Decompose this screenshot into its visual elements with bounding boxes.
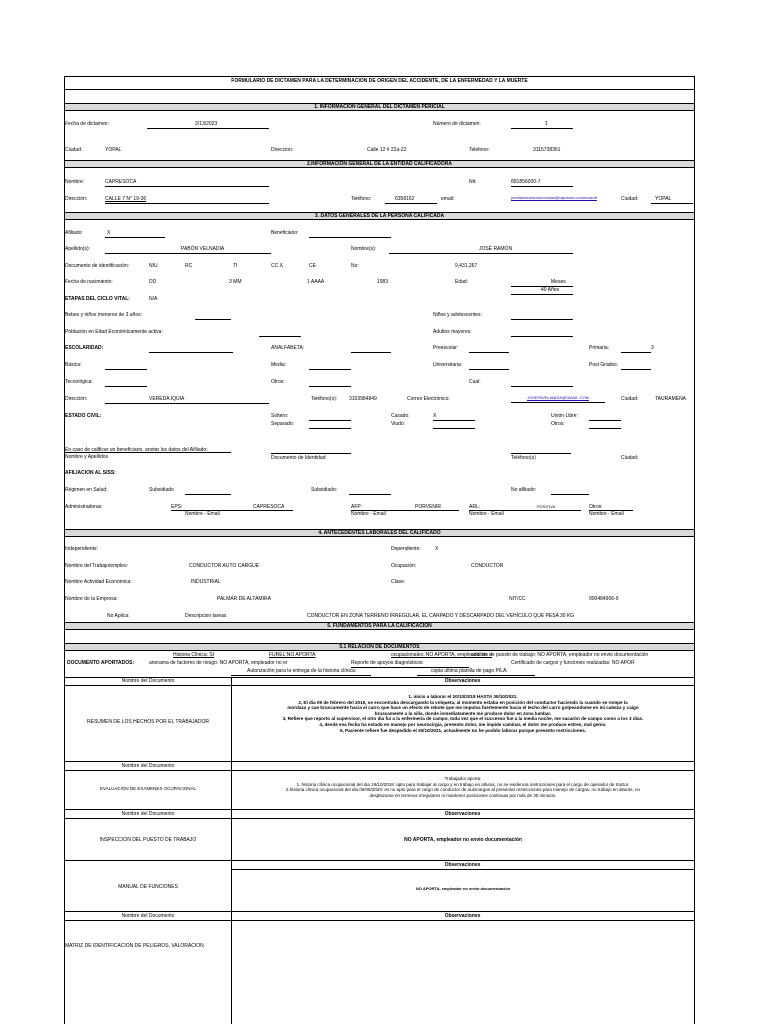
manual-value: NO APORTA, empleador no envio documentación bbox=[415, 886, 511, 891]
regimen-label: Régimen en Salud: bbox=[65, 487, 108, 493]
postgrado-label: Post Grados: bbox=[589, 362, 619, 368]
no-label: No: bbox=[351, 263, 359, 269]
doc-ce: CE bbox=[309, 263, 316, 269]
empresa-value: PALMAR DE ALTAMIRA bbox=[217, 596, 271, 602]
adultos-label: Adultos mayores: bbox=[433, 329, 472, 335]
descripcion-label: Descripcion tareas bbox=[185, 613, 227, 619]
col-observaciones: Observaciones bbox=[444, 811, 481, 817]
direccion-value: Calle 12 # 22a-22 bbox=[367, 147, 407, 153]
underline bbox=[195, 319, 231, 320]
arl-value: POSITIVA bbox=[537, 504, 556, 509]
underline bbox=[231, 675, 371, 676]
nit-label: Nit: bbox=[469, 179, 477, 185]
persona-telefono-value: 3103984849 bbox=[349, 396, 377, 402]
underline bbox=[185, 494, 231, 495]
nacimiento-label: Fecha de nacimiento: bbox=[65, 279, 113, 285]
eps-nombre-email: Nombre - Email bbox=[185, 511, 220, 517]
underline bbox=[511, 186, 573, 187]
nitcc-value: 900484906-9 bbox=[589, 596, 619, 602]
dependiente-value: X bbox=[435, 546, 439, 552]
underline bbox=[149, 352, 233, 353]
underline bbox=[105, 369, 147, 370]
entidad-direccion-value: CALLE 7 N° 19-36 bbox=[105, 196, 147, 202]
beneficiario-label: Beneficiario: bbox=[271, 230, 299, 236]
soltero-label: Soltero: bbox=[271, 413, 289, 419]
divider bbox=[65, 809, 694, 810]
underline bbox=[511, 319, 573, 320]
universitaria-label: Universitaria: bbox=[433, 362, 463, 368]
trabajo-label: Nombre del Trabajo/empleo: bbox=[65, 563, 129, 569]
nombres-value: JOSÉ RAMON bbox=[479, 246, 513, 252]
underline bbox=[105, 403, 269, 404]
documento-label: Documento de identificación: bbox=[65, 263, 130, 269]
resumen-line: mordaza y cae bruscamente hacia el carro que hace un efecto de rebote que me impulsa fuertemente hacia el techo del carro golpeandome en mi cabeza y caigo bbox=[287, 705, 639, 711]
underline bbox=[621, 369, 651, 370]
viudo-label: Viudo: bbox=[391, 421, 406, 427]
col-nombre-documento: Nombre del Documento bbox=[121, 678, 175, 684]
basica-label: Básica: bbox=[65, 362, 82, 368]
analfabeta-label: ANALFABETA: bbox=[271, 345, 305, 351]
apellidos-value: PABÓN VELNADIA bbox=[181, 246, 225, 252]
direccion-label: Direccion: bbox=[271, 147, 294, 153]
independiente-label: Independiente: bbox=[65, 546, 99, 552]
primaria-label: Primaria: bbox=[589, 345, 610, 351]
col-nombre-documento: Nombre del Documento bbox=[121, 763, 175, 769]
underline bbox=[511, 453, 571, 454]
escolaridad-label: ESCOLARIDAD: bbox=[65, 345, 104, 351]
apellidos-label: Apellido(s): bbox=[65, 246, 91, 252]
entidad-ciudad-value: YOPAL bbox=[655, 196, 672, 202]
underline bbox=[349, 494, 391, 495]
underline bbox=[105, 253, 271, 254]
dependiente-label: Dependiente: bbox=[391, 546, 421, 552]
historia-clinica: Historia Clínica: SI bbox=[173, 652, 215, 658]
otros-label: Otros: bbox=[271, 379, 285, 385]
edad-anios: 40 Años bbox=[541, 287, 560, 293]
analisis-puesto: análisis de puesto de trabajo: NO APORTA, empleador no envio documentación bbox=[471, 652, 649, 658]
underline bbox=[309, 386, 351, 387]
no-afiliado-label: No afiliado: bbox=[511, 487, 537, 493]
furel: FUREL:NO APORTA bbox=[269, 652, 316, 658]
resumen-line: 1. inicio a laborar el 20/10/2018 HASTA 30/10/2021. bbox=[408, 694, 518, 699]
evaluacion-line: 2.historia clínica ocupacional del dia 06/06/2020: es no apto para el cargo de conductor de autocargue al presentar restricciones para manejo de cargas, no trabajo en alturas, no bbox=[286, 787, 640, 792]
underline bbox=[511, 336, 573, 337]
subsidiado-label: Subsidiado: bbox=[311, 487, 338, 493]
underline bbox=[433, 420, 475, 421]
underline bbox=[105, 386, 147, 387]
telefono-afiliado-label: Teléfono(s) bbox=[511, 455, 536, 461]
trabajo-value: CONDUCTOR AUTO CARGUE bbox=[189, 563, 260, 569]
underline bbox=[389, 253, 573, 254]
matriz-label: MATRIZ DE IDENTIFICACION DE PELIGROS, VALORACION bbox=[65, 943, 204, 949]
doc-rc: RC bbox=[185, 263, 193, 269]
etapas-value: N/A bbox=[149, 296, 158, 302]
no-aplica-label: No Aplica: bbox=[107, 613, 130, 619]
separado-label: Separado: bbox=[271, 421, 295, 427]
telefono-value: 3115738361 bbox=[533, 147, 561, 153]
underline bbox=[309, 420, 351, 421]
divider bbox=[65, 761, 694, 762]
siss-label: AFILIACION AL SISS: bbox=[65, 470, 116, 476]
resumen-line: bruscamente a la silla, donde inmediatamente me produce dolor en zona lumbar. bbox=[374, 710, 552, 716]
section-1-header: 1. INFORMACIÓN GENERAL DEL DICTAMEN PERICIAL bbox=[65, 103, 694, 111]
correo-link[interactable]: JOSEPAVELANDIA@GMAIL.COM bbox=[527, 395, 589, 400]
col-nombre-documento: Nombre del Documento bbox=[121, 811, 175, 817]
persona-direccion-label: Dirección: bbox=[65, 396, 88, 402]
underline bbox=[417, 675, 535, 676]
afiliado-value: X bbox=[107, 230, 111, 236]
form-frame bbox=[64, 76, 695, 1024]
union-label: Unión Libre: bbox=[551, 413, 578, 419]
divider bbox=[65, 860, 694, 861]
divider bbox=[65, 685, 694, 686]
underline bbox=[469, 369, 509, 370]
beneficiario-note: En caso de calificar un beneficiario, anotar los datos del Afiliado: bbox=[65, 447, 208, 453]
col-observaciones: Observaciones bbox=[444, 913, 481, 919]
edad-label: Edad: bbox=[455, 279, 469, 285]
afp-value: PORVENIR bbox=[415, 504, 442, 510]
correo-label: Correo Electrónico: bbox=[407, 396, 450, 402]
underline bbox=[589, 428, 621, 429]
underline bbox=[65, 452, 231, 453]
underline bbox=[511, 294, 573, 295]
regimen-value: Subsidiado bbox=[149, 487, 174, 493]
ciudad-value: YOPAL bbox=[105, 147, 122, 153]
underline bbox=[621, 352, 651, 353]
otros-nombre-email: Nombre - Email bbox=[589, 511, 624, 517]
col-observaciones: Observaciones bbox=[444, 678, 481, 684]
section-4-header: 4. ANTECEDENTES LABORALES DEL CALIFICADO bbox=[65, 529, 694, 537]
resumen-line: 4, desde esa fecha ha estado en manejo por neurocirgia, presento dolor, me impide caminar, el dolor me produce estres, mal genio. bbox=[319, 721, 607, 727]
nacimiento-anio: 1983 bbox=[377, 279, 389, 285]
entidad-nombre-label: Nombre: bbox=[65, 179, 85, 185]
divider bbox=[65, 911, 694, 912]
manual-label: MANUAL DE FUNCIONES bbox=[118, 884, 178, 890]
primaria-value: 3 bbox=[651, 345, 654, 351]
underline bbox=[105, 186, 269, 187]
form-title: FORMULARIO DE DICTAMEN PARA LA DETERMINACION DE ORIGEN DEL ACCIDENTE, DE LA ENFERMEDAD Y LA MUERTE bbox=[231, 78, 528, 84]
empresa-label: Nombre de la Empresa: bbox=[65, 596, 118, 602]
inspeccion-label: INSPECCION DEL PUESTO DE TRABAJO bbox=[99, 837, 197, 843]
afp-label: AFP: bbox=[351, 504, 363, 510]
otros-admin-label: Otros: bbox=[589, 504, 603, 510]
underline bbox=[271, 453, 351, 454]
nit-value: 891856000-7 bbox=[511, 179, 541, 185]
entidad-telefono-value: 6358162 bbox=[395, 196, 415, 202]
ninos-label: Niños y adolescentes: bbox=[433, 312, 482, 318]
underline bbox=[589, 420, 621, 421]
ocupacion-label: Ocupación: bbox=[391, 563, 417, 569]
fecha-label: Fecha de dictamen: bbox=[65, 121, 109, 127]
underline bbox=[511, 402, 605, 403]
bebes-label: Bebes y niños menores de 3 años: bbox=[65, 312, 142, 318]
persona-direccion-value: VEREDA IQUIA bbox=[149, 396, 185, 402]
divider bbox=[65, 920, 694, 921]
casado-value: X bbox=[433, 413, 437, 419]
afiliado-label: Afiliado: bbox=[65, 230, 83, 236]
section-3-header: 3. DATOS GENERALES DE LA PERSONA CALIFICADA bbox=[65, 212, 694, 220]
resumen-line: 2, El dia 09 de febrero del 2019, se encontraba descargando la volqueta, al momento estaba en posición del conductor haciendo la cuando se rompe la bbox=[298, 699, 628, 705]
inspeccion-value: NO APORTA, empleador no envio documentación bbox=[404, 837, 522, 843]
evaluacion-label: EVALUACIÓN DE EXAMENES OCUPACIONAL bbox=[99, 786, 197, 791]
clase-label: Clase: bbox=[391, 579, 406, 585]
ocupacion-value: CONDUCTOR bbox=[471, 563, 504, 569]
telefono-label: Telefono: bbox=[469, 147, 490, 153]
nacimiento-dd: DD bbox=[149, 279, 157, 285]
copia-pila: copia ultima planilla de pago PILA: bbox=[431, 668, 508, 674]
evaluacion-line: desplazarse en terrenos irregulares ni mantener posiciones continuas por más de 30 minutos. bbox=[369, 792, 557, 798]
entidad-direccion-label: Dirección: bbox=[65, 196, 88, 202]
nacimiento-aaaa: 1 AAAA bbox=[307, 279, 325, 285]
underline bbox=[351, 352, 391, 353]
underline bbox=[651, 203, 693, 204]
edad-meses: Meses bbox=[551, 279, 566, 285]
persona-telefono-label: Teléfono(s): bbox=[311, 396, 338, 402]
fecha-value: 2/13/2023 bbox=[195, 121, 218, 127]
divider bbox=[231, 869, 694, 870]
certificado-cargos: Certificado de cargos y funciones realizadas: NO APOR bbox=[511, 660, 635, 666]
section-2-header: 2.INFORMACIÓN GENERAL DE LA ENTIDAD CALIFICADORA bbox=[65, 160, 694, 168]
underline bbox=[259, 336, 301, 337]
col-nombre-documento: Nombre del Documento bbox=[121, 913, 175, 919]
evaluacion-line: 1. historia clínica ocupacional del dia 19/10/2018: apto para trabajar al cargo y en trabajo en alturas, no se evidencia restricciones para el cargo de operador de tractor. bbox=[296, 781, 630, 787]
underline bbox=[105, 203, 269, 204]
divider bbox=[65, 818, 694, 819]
actividad-value: INDUSTRIAL bbox=[191, 579, 221, 585]
email-label: email: bbox=[441, 196, 455, 202]
underline bbox=[309, 428, 351, 429]
eps-value: CAPRESOCA bbox=[253, 504, 285, 510]
underline bbox=[309, 237, 391, 238]
entidad-ciudad-label: Ciudad: bbox=[621, 196, 639, 202]
underline bbox=[105, 237, 165, 238]
underline bbox=[511, 386, 573, 387]
nitcc-label: NIT/CC bbox=[509, 596, 526, 602]
casado-label: Casado: bbox=[391, 413, 410, 419]
autorizacion-hc: Autorización para la entrega de la historia clínica: bbox=[247, 668, 357, 674]
resumen-line: 3, Refiere que reporto al supervisor, el otro dia fui a la enfermeria de campo, toda vez que el successo fue a la media noche, me sacarón de campo como a los 3 días. bbox=[282, 716, 644, 722]
no-value: 9,431,267 bbox=[455, 263, 478, 269]
divider bbox=[65, 770, 694, 771]
arl-label: ARL: bbox=[469, 504, 481, 510]
administradoras-label: Administradoras: bbox=[65, 504, 103, 510]
underline bbox=[309, 369, 351, 370]
doc-identidad-label: Documento de Identidad bbox=[271, 455, 326, 461]
ciudad-label: Ciudad: bbox=[65, 147, 83, 153]
underline bbox=[385, 203, 437, 204]
column-divider bbox=[231, 677, 232, 1024]
poblacion-label: Población en Edad Económicamente activa: bbox=[65, 329, 163, 335]
numero-value: 1 bbox=[545, 121, 548, 127]
etapas-label: ETAPAS DEL CICLO VITAL: bbox=[65, 296, 130, 302]
underline bbox=[511, 286, 573, 287]
media-label: Media: bbox=[271, 362, 287, 368]
cual-label: Cual: bbox=[469, 379, 481, 385]
underline bbox=[551, 494, 589, 495]
doc-aportados-label: DOCUMENTO APORTADOS: bbox=[67, 660, 135, 666]
underline bbox=[469, 352, 509, 353]
underline bbox=[511, 128, 573, 129]
ciudad-afiliado-label: Ciudad: bbox=[621, 455, 639, 461]
section-5-1-header: 5.1 RELACION DE DOCUMENTOS bbox=[65, 643, 694, 651]
tecnologica-label: Tecnológica: bbox=[65, 379, 93, 385]
panorama-riesgo: anorama de factores de riesgo: NO APORTA, empleador no er bbox=[149, 660, 288, 666]
nombre-apellidos-label: Nombre y Apellidos bbox=[65, 454, 109, 460]
descripcion-value: CONDUCTOR EN ZONA TERRENO IRREGULAR, EL CARPADO Y DESCARPADO DEL VEHÍCULO QUE PESA 30 KG bbox=[307, 613, 575, 619]
eps-label: EPS: bbox=[171, 504, 183, 510]
section-5-header: 5. FUNDAMENTOS PARA LA CALIFICACIÓN bbox=[65, 622, 694, 630]
estado-civil-label: ESTADO CIVIL: bbox=[65, 413, 102, 419]
doc-niu: NIU bbox=[149, 263, 158, 269]
evaluacion-line: Trabajador aporta: bbox=[444, 776, 482, 781]
doc-cc: CC X bbox=[271, 263, 283, 269]
afp-nombre-email: Nombre - Email bbox=[351, 511, 386, 517]
numero-label: Número de dictamen: bbox=[433, 121, 481, 127]
evaluacion-text bbox=[233, 776, 693, 798]
doc-ti: TI bbox=[233, 263, 238, 269]
ocupacionales: ocupacionales: NO APORTA, empleador no e bbox=[391, 652, 492, 658]
persona-ciudad-value: TAURAMENA bbox=[655, 396, 687, 402]
underline bbox=[433, 428, 475, 429]
persona-ciudad-label: Ciudad: bbox=[621, 396, 639, 402]
resumen-text bbox=[233, 694, 693, 733]
reporte-apoyos: Reporte de apoyos diagnósticos: bbox=[351, 660, 424, 666]
entidad-nombre-value: CAPRESOCA bbox=[105, 179, 137, 185]
arl-nombre-email: Nombre - Email bbox=[469, 511, 504, 517]
actividad-label: Nombre Actividad Económica: bbox=[65, 579, 132, 585]
nacimiento-mm: 3 MM bbox=[229, 279, 242, 285]
resumen-label: RESUMEN DE LOS HECHOS POR EL TRABAJADOR bbox=[87, 719, 209, 725]
divider bbox=[65, 89, 694, 90]
resumen-line: 5, Paciente refiere fue despedido el 30/10/2021, actualmente no he podido laborar porque presento restricciones. bbox=[339, 727, 587, 733]
col-observaciones: Observaciones bbox=[444, 862, 481, 868]
underline bbox=[147, 128, 269, 129]
otros-civil-label: Otros: bbox=[551, 421, 565, 427]
preescolar-label: Preescolar: bbox=[433, 345, 459, 351]
nombres-label: Nombre(s): bbox=[351, 246, 377, 252]
entidad-telefono-label: Teléfono: bbox=[351, 196, 372, 202]
email-link[interactable]: prestacioneseconomicas@capresoc.cnmicrosoft bbox=[511, 195, 597, 200]
